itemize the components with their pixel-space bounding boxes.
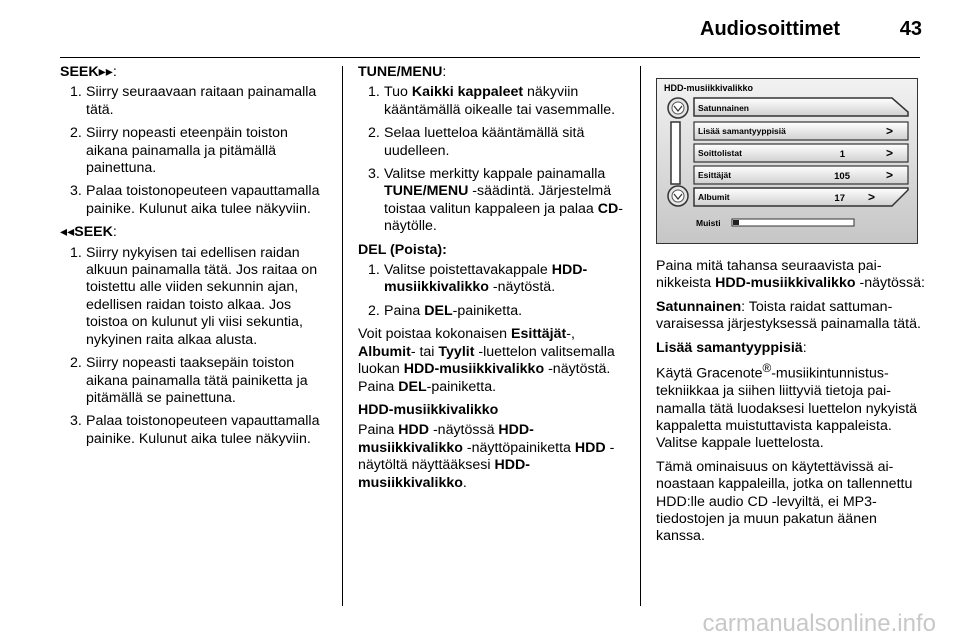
list-item: 1. Siirry nykyisen tai edellisen raidan alkuun painamalla tätä. Jos raitaa on toistettu alle viiden sekunnin ajan, edellisen raidan toisto alkaa. Jos toistoa on kulunut yli viisi sekuntia, nykyinen raita alkaa alusta. [70,244,318,348]
watermark: carmanualsonline.info [702,610,936,637]
screen-title: HDD-musiikkivalikko [664,83,754,93]
list-item: 1. Tuo Kaikki kappaleet näkyviin kääntämällä oikealle tai vasemmalle. [368,84,616,118]
menu-row-count: 1 [839,149,845,160]
list-item: 2. Paina DEL-painiketta. [368,302,523,319]
menu-row-label: Lisää samantyyppisiä [698,126,786,136]
tune-menu-list [358,84,628,235]
seek-back-icon: ◂◂ [60,224,75,241]
list-scroll-track[interactable] [671,122,680,184]
menu-row-lisaa-samantyyppisia[interactable] [694,122,908,140]
menu-row-label: Esittäjät [698,170,732,180]
menu-row-soittolistat[interactable] [694,144,908,162]
list-item: 2. Selaa luetteloa kääntämällä sitä uudelleen. [368,125,585,159]
lisaa-heading: Lisää samantyyppisiä: [656,339,807,356]
menu-row-label: Albumit [698,192,730,202]
list-item: 3. Palaa toistonopeuteen vapauttamalla painike. Kulunut aika tulee näkyviin. [70,413,320,447]
list-item: 2. Siirry nopeasti eteenpäin toiston aikana painamalla ja pitämällä painettuna. [70,125,288,177]
satunnainen-paragraph: Satunnainen: Toista raidat sattumanvaraisessa järjestyksessä painamalla tätä. [656,298,921,333]
availability-paragraph: Tämä ominaisuus on käytettävissä ainoastaan kappaleilla, jotka on tallennettu HDD:lle audio CD -levyiltä, ei MP3-tiedostojen ja muun pakatun äänen kanssa. [656,458,913,545]
hdd-heading: HDD-musiikkivalikko [358,401,499,418]
header-rule [60,57,920,58]
menu-row-label: Soittolistat [698,148,742,158]
tune-menu-heading: TUNE/MENU: [358,64,447,80]
list-item: 2. Siirry nopeasti taaksepäin toiston aikana painamalla tätä painiketta ja pitämällä se painettuna. [70,355,308,406]
hdd-paragraph: Paina HDD -näytössä HDD-musiikkivalikko -näyttöpainiketta HDD -näytöltä näyttääksesi HDD-musiikkivalikko. [358,422,615,491]
hdd-menu-screenshot [656,78,918,244]
chevron-right-icon: > [886,124,894,138]
column-divider-2 [640,66,641,606]
seek-forward-list [60,84,328,218]
list-item: 3. Palaa toistonopeuteen vapauttamalla painike. Kulunut aika tulee näkyviin. [70,183,320,217]
menu-row-count: 17 [834,193,845,204]
scroll-down-icon[interactable] [668,186,688,206]
gracenote-paragraph: Käytä Gracenote®-musiikintunnistustekniikkaa ja siihen liittyviä tietoja painamalla tätä luodaksesi luettelon nykyistä kappaletta muistuttavista kappaleista. Valitse kappale luettelosta. [656,361,918,452]
intro-paragraph: Paina mitä tahansa seuraavista painikkeista HDD-musiikkivalikko -näytössä: [656,258,925,292]
menu-row-label: Satunnainen [698,103,750,113]
column-1 [60,64,328,454]
list-item: 1. Valitse poistettavakappale HDD-musiikkivalikko -näytöstä. [368,262,588,296]
chevron-right-icon: > [868,190,876,204]
chevron-right-icon: > [886,146,894,160]
column-divider-1 [342,66,343,606]
hdd-menu-figure [656,78,918,244]
shuffle-icon [668,98,688,118]
menu-row-esittajat[interactable] [694,166,908,184]
seek-forward-icon: ▸▸ [98,64,113,80]
memory-bar-fill [733,220,739,225]
menu-row-satunnainen[interactable] [694,98,908,116]
column-3 [656,78,926,552]
menu-row-albumit[interactable] [694,188,908,206]
delete-category-paragraph: Voit poistaa kokonaisen Esittäjät-, Albumit- tai Tyylit -luettelon valitsemalla luokan HDD-musiikkivalikko -näytöstä. Paina DEL-painiketta. [358,326,615,395]
memory-bar-track [732,219,854,226]
seek-forward-heading: SEEK▸▸: [60,64,117,80]
chevron-right-icon: > [886,168,894,182]
header-title: Audiosoittimet [700,18,840,40]
seek-back-list [60,245,328,448]
column-2 [358,64,628,498]
del-list [358,262,628,320]
del-heading: DEL (Poista): [358,241,447,258]
page-number: 43 [899,18,922,40]
seek-back-heading: ◂◂SEEK: [60,224,117,241]
list-item: 1. Siirry seuraavaan raitaan painamalla tätä. [70,84,317,118]
menu-row-count: 105 [834,171,850,182]
list-item: 3. Valitse merkitty kappale painamalla TUNE/MENU -säädintä. Järjestelmä toistaa valitun kappaleen ja palaa CD-näytölle. [368,166,624,235]
muisti-label: Muisti [696,218,721,228]
